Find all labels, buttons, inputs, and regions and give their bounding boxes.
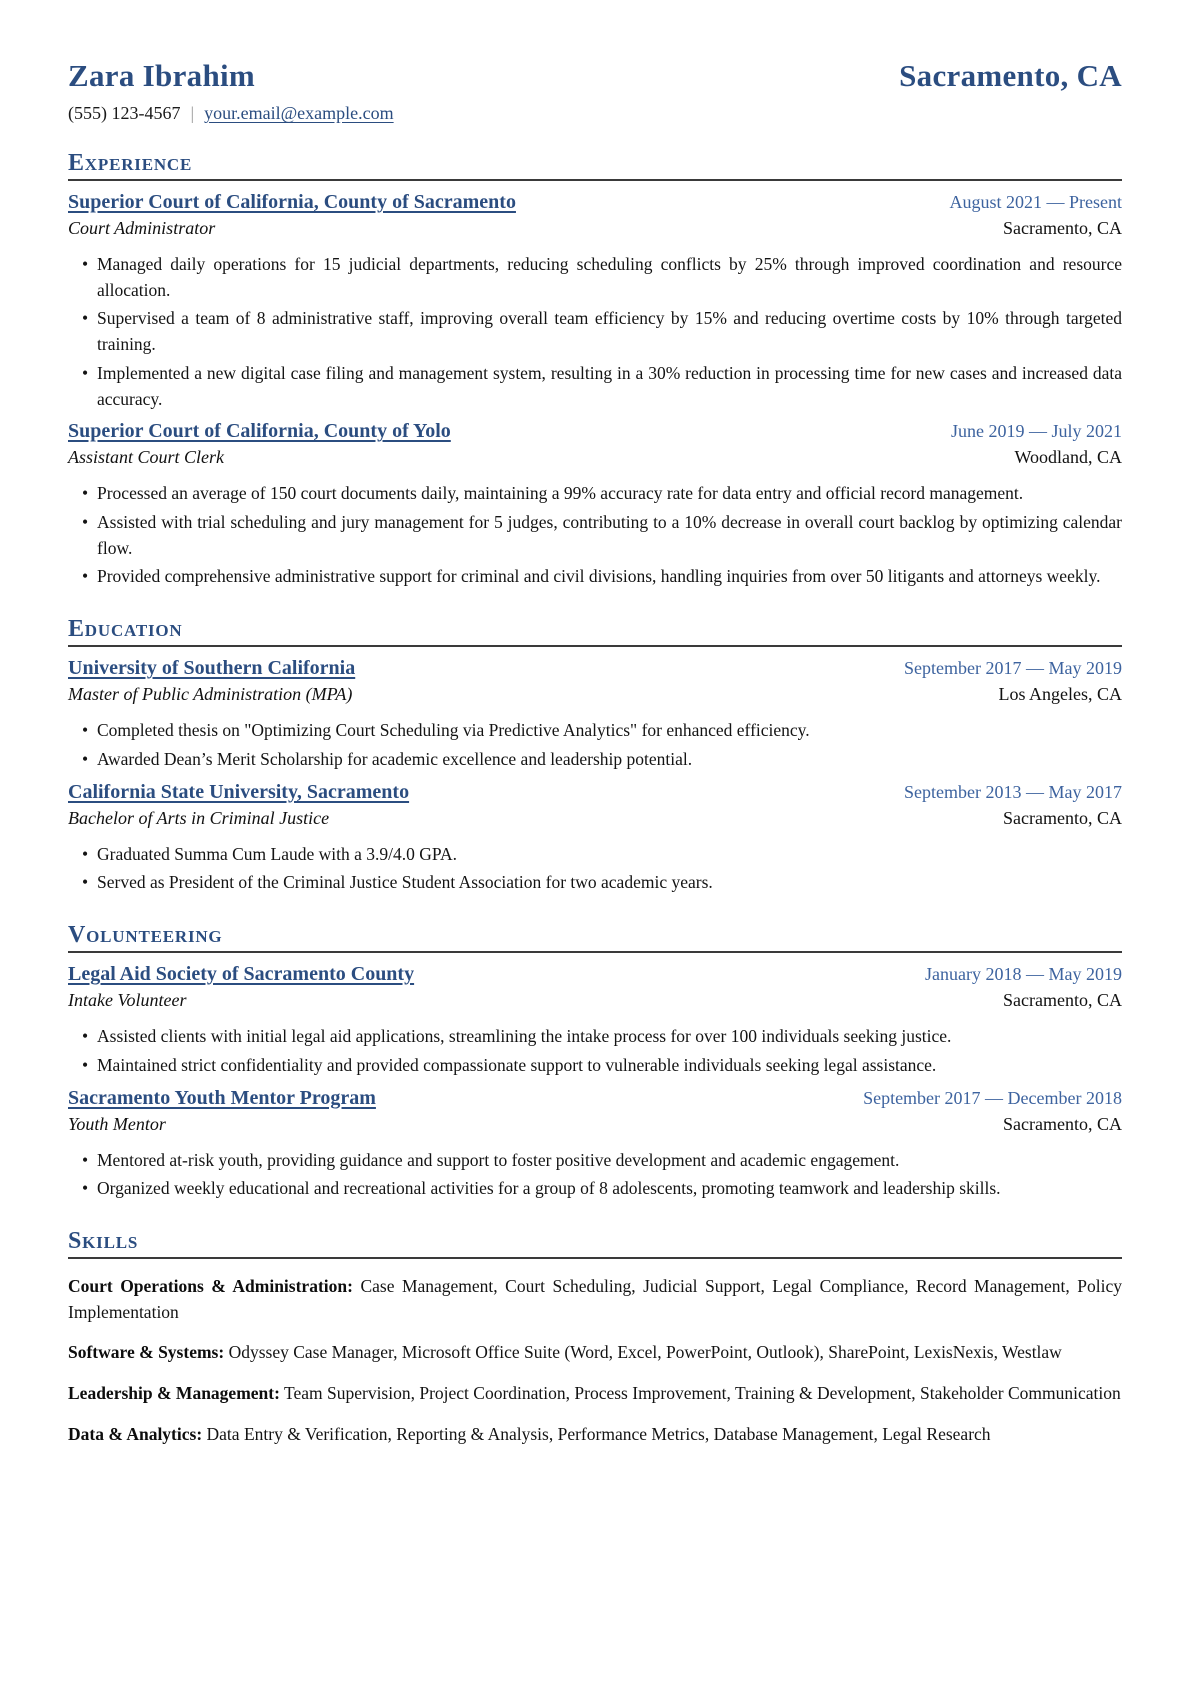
skill-category-text: Data Entry & Verification, Reporting & Analysis, Performance Metrics, Database Management, Legal Research — [206, 1423, 991, 1444]
bullet-list — [68, 1024, 1122, 1078]
section-title-experience: Experience — [68, 150, 1122, 181]
entry-top-row — [68, 420, 1122, 443]
bullet-item: • Mentored at-risk youth, providing guidance and support to foster positive development and academic engagement. — [68, 1148, 1122, 1174]
section-skills — [68, 1228, 1122, 1448]
skill-line-court-operations — [68, 1274, 1122, 1325]
volunteering-entry-2 — [68, 1087, 1122, 1202]
entry-dates: September 2013 — May 2017 — [904, 781, 1122, 802]
section-experience — [68, 150, 1122, 590]
experience-entry-2 — [68, 420, 1122, 590]
entry-top-row — [68, 657, 1122, 680]
entry-top-row — [68, 1087, 1122, 1110]
entry-role: Court Administrator — [68, 218, 216, 238]
skill-line-leadership-management — [68, 1381, 1122, 1407]
org-link[interactable]: Superior Court of California, County of Sacramento — [68, 191, 516, 213]
entry-dates: September 2017 — May 2019 — [904, 658, 1122, 679]
bullet-list — [68, 842, 1122, 896]
org-link[interactable]: University of Southern California — [68, 657, 356, 680]
entry-location: Sacramento, CA — [1003, 807, 1122, 828]
section-volunteering — [68, 922, 1122, 1202]
bullet-item: • Awarded Dean’s Merit Scholarship for academic excellence and leadership potential. — [68, 747, 1122, 773]
entry-location: Los Angeles, CA — [998, 684, 1122, 705]
entry-role: Assistant Court Clerk — [68, 447, 225, 468]
skill-line-software-systems — [68, 1340, 1122, 1366]
org-link[interactable]: Sacramento Youth Mentor Program — [68, 1086, 376, 1109]
contact-line — [68, 103, 1122, 124]
entry-degree: Master of Public Administration (MPA) — [68, 684, 353, 705]
entry-top-row — [68, 963, 1122, 986]
section-title-education: Education — [68, 616, 1122, 647]
bullet-item: • Assisted clients with initial legal aid applications, streamlining the intake process for over 100 individuals seeking justice. — [68, 1024, 1122, 1050]
header-location: Sacramento, CA — [899, 58, 1122, 93]
entry-dates: September 2017 — December 2018 — [863, 1087, 1122, 1108]
section-education — [68, 616, 1122, 896]
skill-category-label: Court Operations & Administration: — [68, 1275, 353, 1296]
experience-entry-1 — [68, 191, 1122, 412]
header-row — [68, 58, 1122, 94]
entry-sub-row — [68, 447, 1122, 468]
bullet-item: • Organized weekly educational and recreational activities for a group of 8 adolescents, promoting teamwork and leadership skills. — [68, 1176, 1122, 1202]
bullet-list — [68, 1148, 1122, 1202]
skill-category-label: Data & Analytics: — [68, 1423, 203, 1444]
volunteering-entry-1 — [68, 963, 1122, 1078]
entry-location: Woodland, CA — [1014, 447, 1122, 468]
education-entry-2 — [68, 781, 1122, 896]
entry-role: Youth Mentor — [68, 1113, 166, 1134]
skill-category-text: Team Supervision, Project Coordination, Process Improvement, Training & Development, Stakeholder Communication — [284, 1383, 1121, 1404]
bullet-item: • Implemented a new digital case filing and management system, resulting in a 30% reduction in processing time for new cases and increased data accuracy. — [68, 361, 1122, 412]
entry-sub-row — [68, 1114, 1122, 1135]
entry-degree: Bachelor of Arts in Criminal Justice — [68, 807, 330, 828]
entry-top-row — [68, 781, 1122, 804]
skill-category-text: Case Management, Court Scheduling, Judicial Support, Legal Compliance, Record Management, Policy Implementation — [68, 1275, 1122, 1322]
bullet-item: • Supervised a team of 8 administrative staff, improving overall team efficiency by 15% and reducing overtime costs by 10% through targeted training. — [68, 306, 1122, 357]
org-link[interactable]: Legal Aid Society of Sacramento County — [68, 963, 415, 986]
resume-header — [68, 58, 1122, 124]
bullet-item: • Managed daily operations for 15 judicial departments, reducing scheduling conflicts by 25% through improved coordination and resource allocation. — [68, 252, 1122, 303]
bullet-item: • Processed an average of 150 court documents daily, maintaining a 99% accuracy rate for data entry and official record management. — [68, 481, 1122, 507]
bullet-item: • Maintained strict confidentiality and provided compassionate support to vulnerable individuals seeking legal assistance. — [68, 1053, 1122, 1079]
section-title-skills: Skills — [68, 1228, 1122, 1259]
phone-number: (555) 123-4567 — [68, 103, 181, 123]
entry-sub-row — [68, 808, 1122, 829]
entry-sub-row — [68, 218, 1122, 239]
education-entry-1 — [68, 657, 1122, 772]
org-link[interactable]: California State University, Sacramento — [68, 780, 410, 803]
candidate-name: Zara Ibrahim — [68, 58, 256, 93]
section-title-volunteering: Volunteering — [68, 922, 1122, 953]
bullet-item: • Assisted with trial scheduling and jury management for 5 judges, contributing to a 10% decrease in overall court backlog by optimizing calendar flow. — [68, 510, 1122, 561]
bullet-list — [68, 252, 1122, 412]
entry-location: Sacramento, CA — [1003, 1113, 1122, 1134]
bullet-list — [68, 718, 1122, 772]
skill-category-text: Odyssey Case Manager, Microsoft Office Suite (Word, Excel, PowerPoint, Outlook), SharePoint, LexisNexis, Westlaw — [228, 1342, 1062, 1363]
entry-location: Sacramento, CA — [1003, 990, 1122, 1011]
bullet-item: • Provided comprehensive administrative support for criminal and civil divisions, handling inquiries from over 50 litigants and attorneys weekly. — [68, 564, 1122, 590]
bullet-list — [68, 481, 1122, 590]
contact-separator: | — [190, 103, 195, 123]
bullet-item: • Graduated Summa Cum Laude with a 3.9/4.0 GPA. — [68, 842, 1122, 868]
entry-location: Sacramento, CA — [1003, 218, 1122, 238]
skill-category-label: Leadership & Management: — [68, 1383, 280, 1404]
entry-sub-row — [68, 990, 1122, 1011]
bullet-item: • Served as President of the Criminal Justice Student Association for two academic years. — [68, 870, 1122, 896]
entry-dates: June 2019 — July 2021 — [951, 421, 1122, 442]
entry-sub-row — [68, 684, 1122, 705]
bullet-item: • Completed thesis on "Optimizing Court Scheduling via Predictive Analytics" for enhanced efficiency. — [68, 718, 1122, 744]
entry-top-row — [68, 191, 1122, 214]
skill-category-label: Software & Systems: — [68, 1342, 225, 1363]
email-link[interactable]: your.email@example.com — [204, 103, 394, 123]
entry-dates: August 2021 — Present — [949, 192, 1122, 212]
skill-line-data-analytics — [68, 1422, 1122, 1448]
entry-dates: January 2018 — May 2019 — [925, 964, 1122, 985]
entry-role: Intake Volunteer — [68, 990, 187, 1011]
org-link[interactable]: Superior Court of California, County of Yolo — [68, 420, 451, 443]
